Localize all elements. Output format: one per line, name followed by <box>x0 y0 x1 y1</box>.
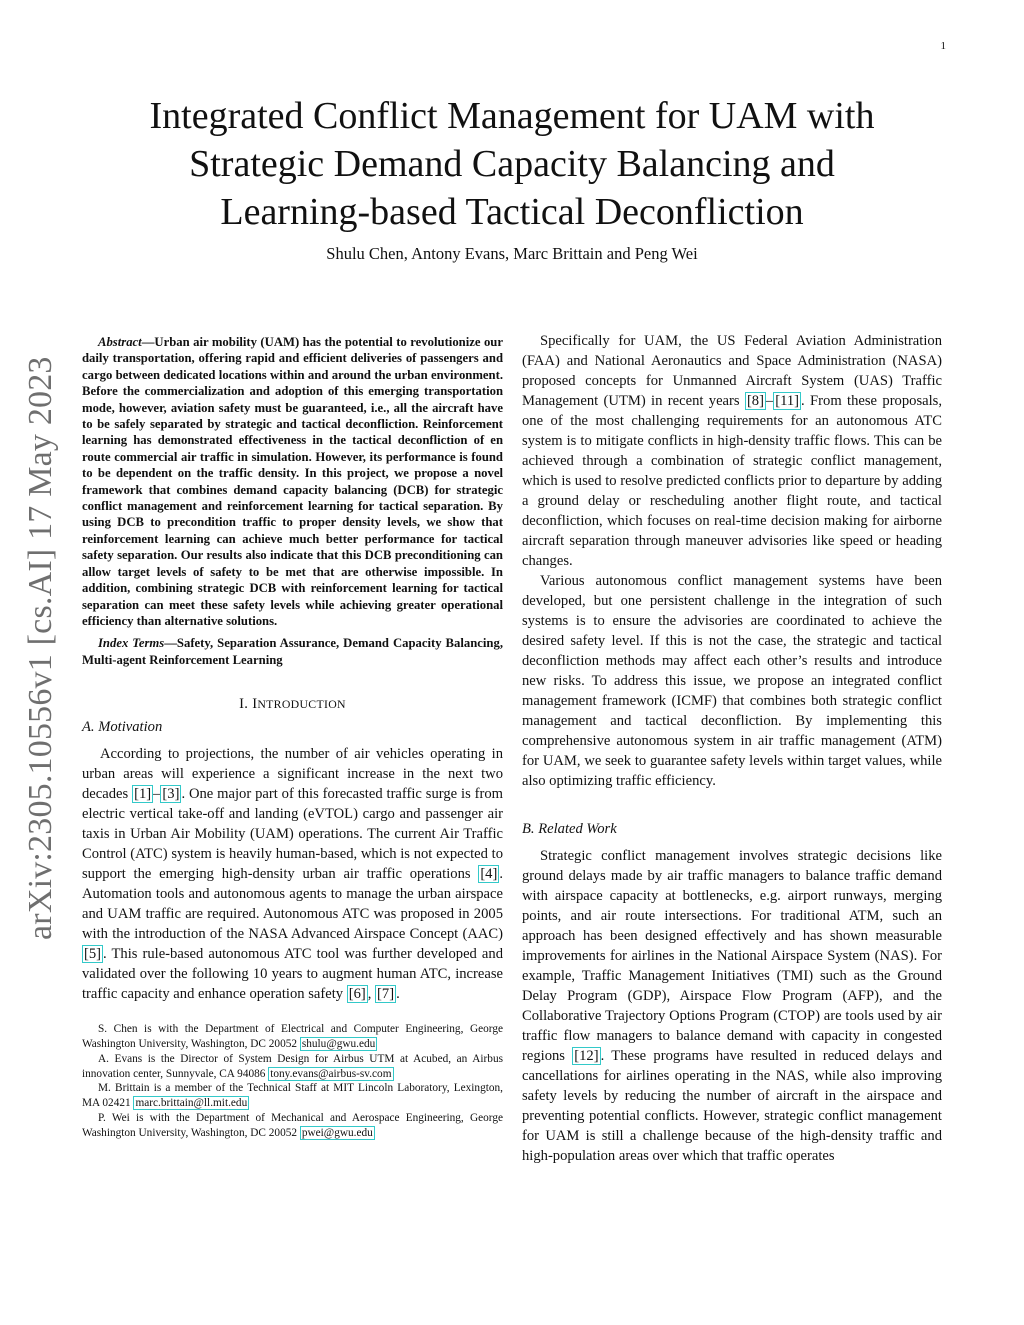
footnote: P. Wei is with the Department of Mechanical and Aerospace Engineering, George Washington University, Washington, DC 20052 pwei@gwu.edu <box>82 1111 503 1139</box>
author-footnotes <box>82 1022 503 1140</box>
citation-link[interactable]: [11] <box>775 393 800 409</box>
abstract <box>82 334 503 629</box>
citation-link[interactable]: [8] <box>746 393 764 409</box>
paragraph-related-work: Strategic conflict management involves strategic decisions like ground delays made by air traffic managers to balance traffic demand with airspace capacity at bottlenecks, e.g. airport runways, merging points, and air route intersections. For traditional ATM, such an approach has been designed effectively and has shown measurable improvements for airlines in the National Airspace System (NAS). For example, Traffic Management Initiatives (TMI) such as the Ground Delay Program (GDP), Airspace Flow Program (AFP), and the Collaborative Trajectory Options Program (CTOP) are tools used by air traffic flow managers to balance demand with capacity in congested regions [12] . These programs have resulted in reduced delays and cancellations for airlines operating in the NAS, while also improving safety levels by reducing the number of aircraft in the airspace and preventing potential conflicts. However, strategic conflict management for UAM is still a challenge because of the high-density traffic and high-population areas over which that traffic operates <box>522 848 942 1164</box>
citation-link[interactable]: [4] <box>480 866 498 883</box>
title-line: Strategic Demand Capacity Balancing and <box>189 143 835 185</box>
author-list: Shulu Chen, Antony Evans, Marc Brittain and Peng Wei <box>326 244 698 263</box>
page-number: 1 <box>940 40 946 52</box>
abstract-text: —Urban air mobility (UAM) has the potential to revolutionize our daily transportation, offering rapid and efficient deliveries of passengers and cargo between dedicated locations within and around the urban environment. Before the commercialization and adoption of this emerging transportation mode, however, aviation safety must be guaranteed, i.e., all the aircraft have to be safely separated by strategic and tactical deconfliction. Reinforcement learning has demonstrated effectiveness in the tactical deconfliction of en route commercial air traffic in simulation. However, its performance is found to be dependent on the traffic density. In this project, we propose a novel framework that combines demand capacity balancing (DCB) for strategic conflict management and reinforcement learning for tactical separation. By using DCB to precondition traffic to proper density levels, we show that reinforcement learning can achieve much better performance for tactical safety separation. Our results also indicate that this DCB preconditioning can allow target levels of safety to be met that are otherwise impossible. In addition, combining strategic DCB with reinforcement learning for tactical separation can meet these safety levels while achieving greater operational efficiency than alternative solutions. <box>82 335 503 628</box>
email-link[interactable]: shulu@gwu.edu <box>301 1037 376 1050</box>
footnote: S. Chen is with the Department of Electrical and Computer Engineering, George Washington University, Washington, DC 20052 shulu@gwu.edu <box>82 1023 503 1050</box>
abstract-label: Abstract <box>98 335 142 349</box>
paragraph-icmf: Various autonomous conflict management systems have been developed, but one persistent challenge in the integration of such systems is to ensure the advisories are coordinated to achieve the desired safety level. If this is not the case, the strategic and tactical deconfliction methods may affect each other’s results and introduce new risks. To address this issue, we propose an integrated conflict management framework (ICMF) that combines both strategic conflict management and tactical deconfliction. By implementing this comprehensive autonomous system in air traffic management (ATM) for UAM, we seek to guarantee safety levels within target values, while also optimizing traffic efficiency. <box>522 573 942 789</box>
citation-link[interactable]: [12] <box>574 1048 599 1064</box>
email-link[interactable]: tony.evans@airbus-sv.com <box>270 1067 392 1080</box>
index-terms-label: Index Terms <box>98 636 165 651</box>
citation-link[interactable]: [1] <box>134 786 152 803</box>
citation-link[interactable]: [3] <box>162 786 180 803</box>
title-line: Learning-based Tactical Deconfliction <box>220 191 804 233</box>
title-line: Integrated Conflict Management for UAM with <box>149 95 875 137</box>
citation-link[interactable]: [5] <box>84 946 102 963</box>
citation-link[interactable]: [7] <box>377 986 395 1003</box>
arxiv-stamp: arXiv:2305.10556v1 [cs.AI] 17 May 2023 <box>22 356 59 940</box>
email-link[interactable]: marc.brittain@ll.mit.edu <box>135 1097 248 1110</box>
index-terms <box>82 635 503 668</box>
paragraph-uam-utm: Specifically for UAM, the US Federal Aviation Administration (FAA) and National Aeronautics and Space Administration (NASA) proposed concepts for Unmanned Aircraft System (UAS) Traffic Management (UTM) in recent years [8] – [11] . From these proposals, one of the most challenging requirements for an autonomous ATC system is to mitigate conflicts in high-density traffic flows. This can be achieved through a combination of strategic conflict management, which is used to resolve predicted conflicts prior to departure by adding a ground delay or rescheduling another flight route, and tactical deconfliction, which focuses on real-time decision making for airborne aircraft separation through maneuver advisories like speed or heading changes. <box>522 333 942 569</box>
index-terms-text: —Safety, Separation Assurance, Demand Capacity Balancing, Multi-agent Reinforcement Learning <box>82 636 503 667</box>
paragraph-motivation: According to projections, the number of air vehicles operating in urban areas will experience a significant increase in the next two decades [1] – [3] . One major part of this forecasted traffic surge is from electric vertical take-off and landing (eVTOL) cargo and passenger air taxis in Urban Air Mobility (UAM) operations. The current Air Traffic Control (ATC) system is heavily human-based, which is not expected to support the emerging high-density urban air traffic operations [4] . Automation tools and autonomous agents to manage the urban airspace and UAM traffic are required. Autonomous ATC was proposed in 2005 with the introduction of the NASA Advanced Airspace Concept (AAC) [5] . This rule-based autonomous ATC tool was further developed and validated over the following 10 years to augment human ATC, increase traffic capacity and enhance operation safety [6] , [7] . <box>82 746 503 1003</box>
left-column <box>82 334 503 1141</box>
subsection-heading-related-work: B. Related Work <box>522 821 617 837</box>
section-heading-introduction: I. INTRODUCTION <box>239 696 346 713</box>
footnote: M. Brittain is a member of the Technical Staff at MIT Lincoln Laboratory, Lexington, MA 02421 marc.brittain@ll.mit.edu <box>82 1082 503 1110</box>
citation-link[interactable]: [6] <box>348 986 366 1003</box>
footnote: A. Evans is the Director of System Design for Airbus UTM at Acubed, an Airbus innovation center, Sunnyvale, CA 94086 tony.evans@airbus-sv.com <box>82 1052 503 1080</box>
paper-title <box>100 92 924 236</box>
right-column <box>522 331 942 1166</box>
subsection-heading-motivation: A. Motivation <box>82 719 163 736</box>
email-link[interactable]: pwei@gwu.edu <box>301 1126 373 1139</box>
